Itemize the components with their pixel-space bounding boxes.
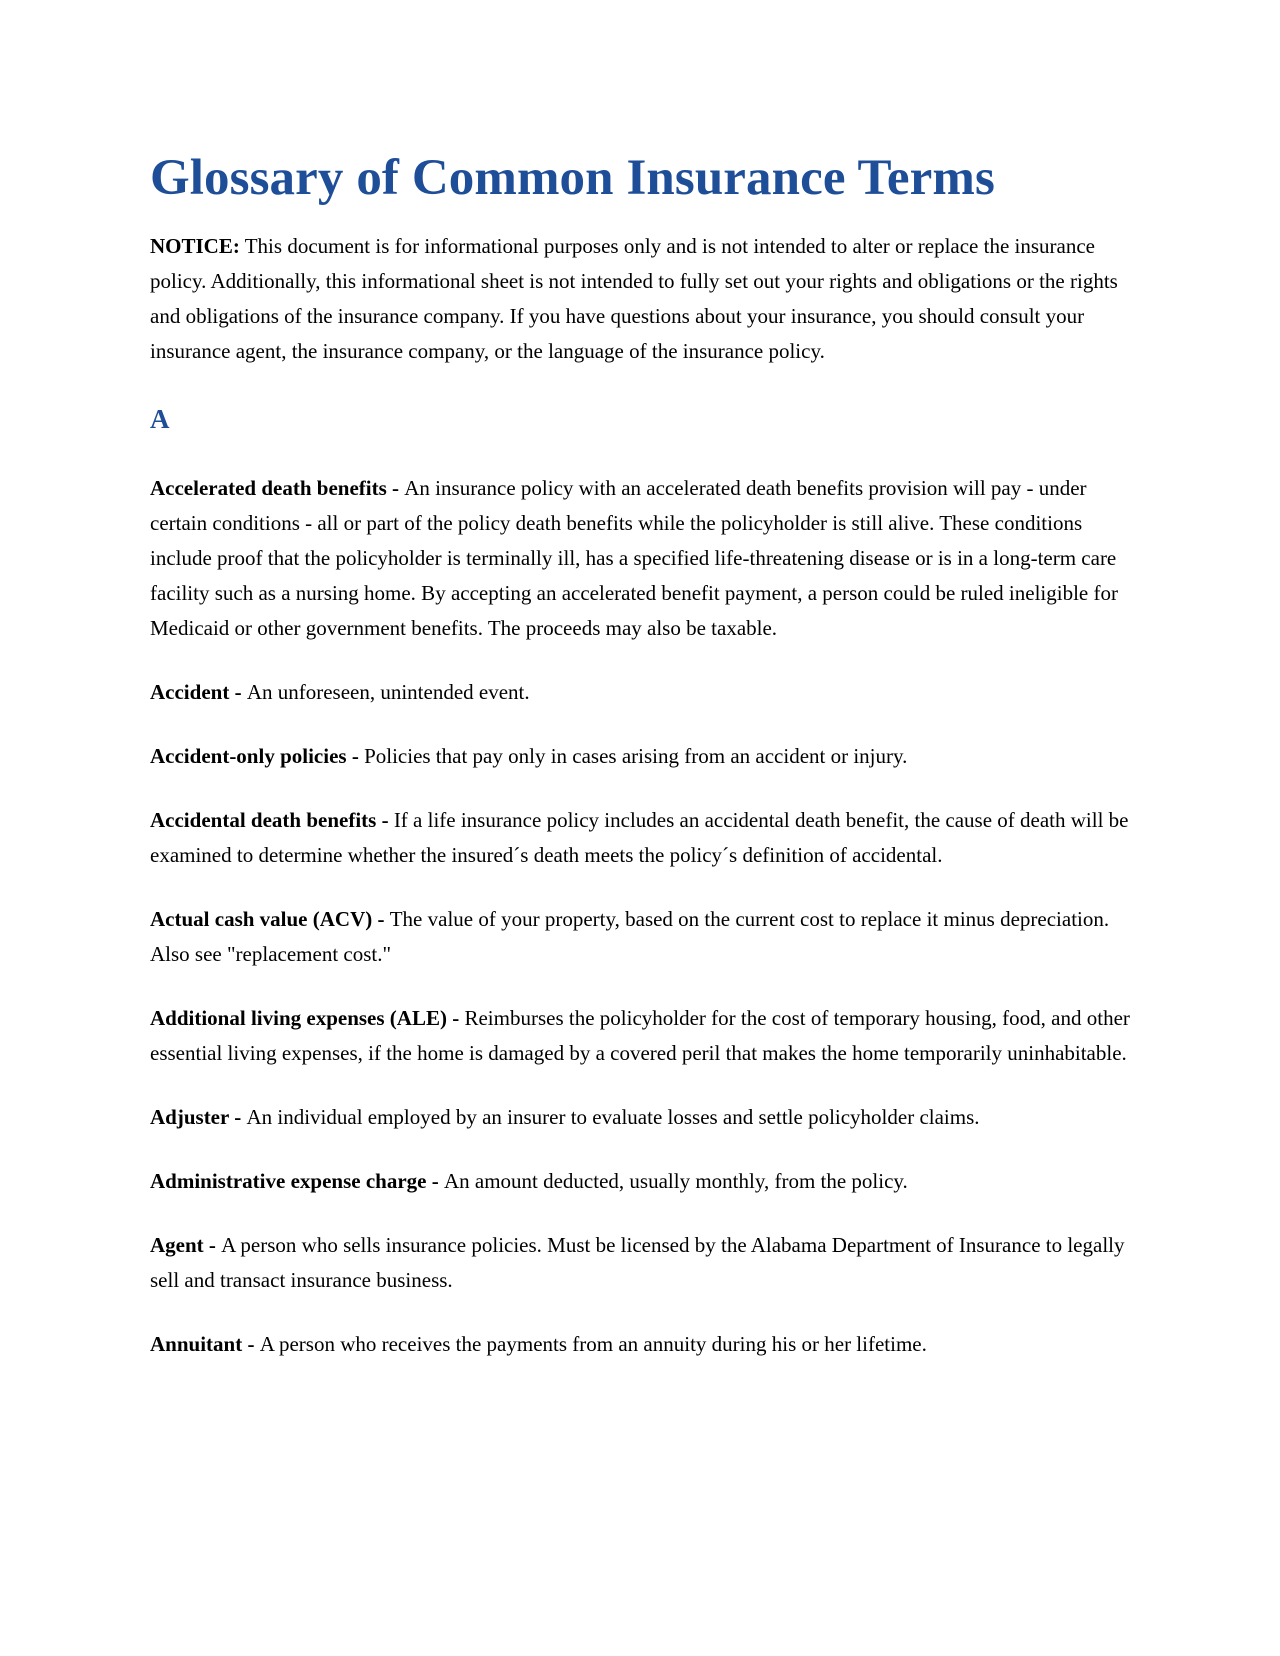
entry-definition: Reimburses the policyholder for the cost of temporary housing, food, and other essential living expenses, if the home is damaged by a covered peril that makes the home temporarily uninhabitable. — [150, 1006, 1130, 1066]
entry-term: Additional living expenses (ALE) - — [150, 1006, 465, 1031]
notice-text: This document is for informational purposes only and is not intended to alter or replace the insurance policy. Additionally, this informational sheet is not intended to fully set out your rights and obligations or the rights and obligations of the insurance company. If you have questions about your insurance, you should consult your insurance agent, the insurance company, or the language of the insurance policy. — [150, 234, 1118, 364]
glossary-entry — [150, 803, 1135, 873]
entry-term: Accidental death benefits - — [150, 808, 394, 833]
entry-term: Accelerated death benefits - — [150, 476, 405, 501]
entry-term: Actual cash value (ACV) - — [150, 907, 390, 932]
entry-definition: An amount deducted, usually monthly, from the policy. — [443, 1169, 908, 1194]
entry-term: Accident-only policies - — [150, 744, 365, 769]
glossary-entry — [150, 1001, 1135, 1071]
entry-term: Annuitant - — [150, 1332, 260, 1357]
entry-definition: An individual employed by an insurer to evaluate losses and settle policyholder claims. — [246, 1105, 980, 1130]
entry-term: Agent - — [150, 1233, 222, 1258]
glossary-entry — [150, 1327, 1135, 1362]
section-heading: A — [150, 404, 170, 435]
entry-definition: A person who sells insurance policies. Must be licensed by the Alabama Department of Insurance to legally sell and transact insurance business. — [150, 1233, 1125, 1293]
document-page — [150, 150, 1135, 1391]
entry-definition: The value of your property, based on the current cost to replace it minus depreciation. Also see "replacement cost." — [150, 907, 1110, 967]
entry-definition: If a life insurance policy includes an accidental death benefit, the cause of death will be examined to determine whether the insured´s death meets the policy´s definition of accidental. — [150, 808, 1129, 868]
entry-definition: An insurance policy with an accelerated death benefits provision will pay - under certain conditions - all or part of the policy death benefits while the policyholder is still alive. These conditions include proof that the policyholder is terminally ill, has a specified life-threatening disease or is in a long-term care facility such as a nursing home. By accepting an accelerated benefit payment, a person could be ruled ineligible for Medicaid or other government benefits. The proceeds may also be taxable. — [150, 476, 1118, 641]
glossary-entry — [150, 1164, 1135, 1199]
glossary-entry — [150, 739, 1135, 774]
entry-term: Accident - — [150, 680, 247, 705]
entry-definition: An unforeseen, unintended event. — [246, 680, 530, 705]
entry-term: Adjuster - — [150, 1105, 247, 1130]
glossary-entry — [150, 1100, 1135, 1135]
notice-label: NOTICE: — [150, 234, 240, 259]
entry-definition: A person who receives the payments from an annuity during his or her lifetime. — [259, 1332, 927, 1357]
glossary-entry — [150, 675, 1135, 710]
glossary-entry — [150, 471, 1135, 646]
glossary-entries — [150, 471, 1135, 1362]
glossary-entry — [150, 1228, 1135, 1298]
page-title: Glossary of Common Insurance Terms — [150, 150, 995, 206]
glossary-entry — [150, 902, 1135, 972]
entry-term: Administrative expense charge - — [150, 1169, 444, 1194]
notice-paragraph — [150, 229, 1135, 369]
entry-definition: Policies that pay only in cases arising from an accident or injury. — [364, 744, 908, 769]
